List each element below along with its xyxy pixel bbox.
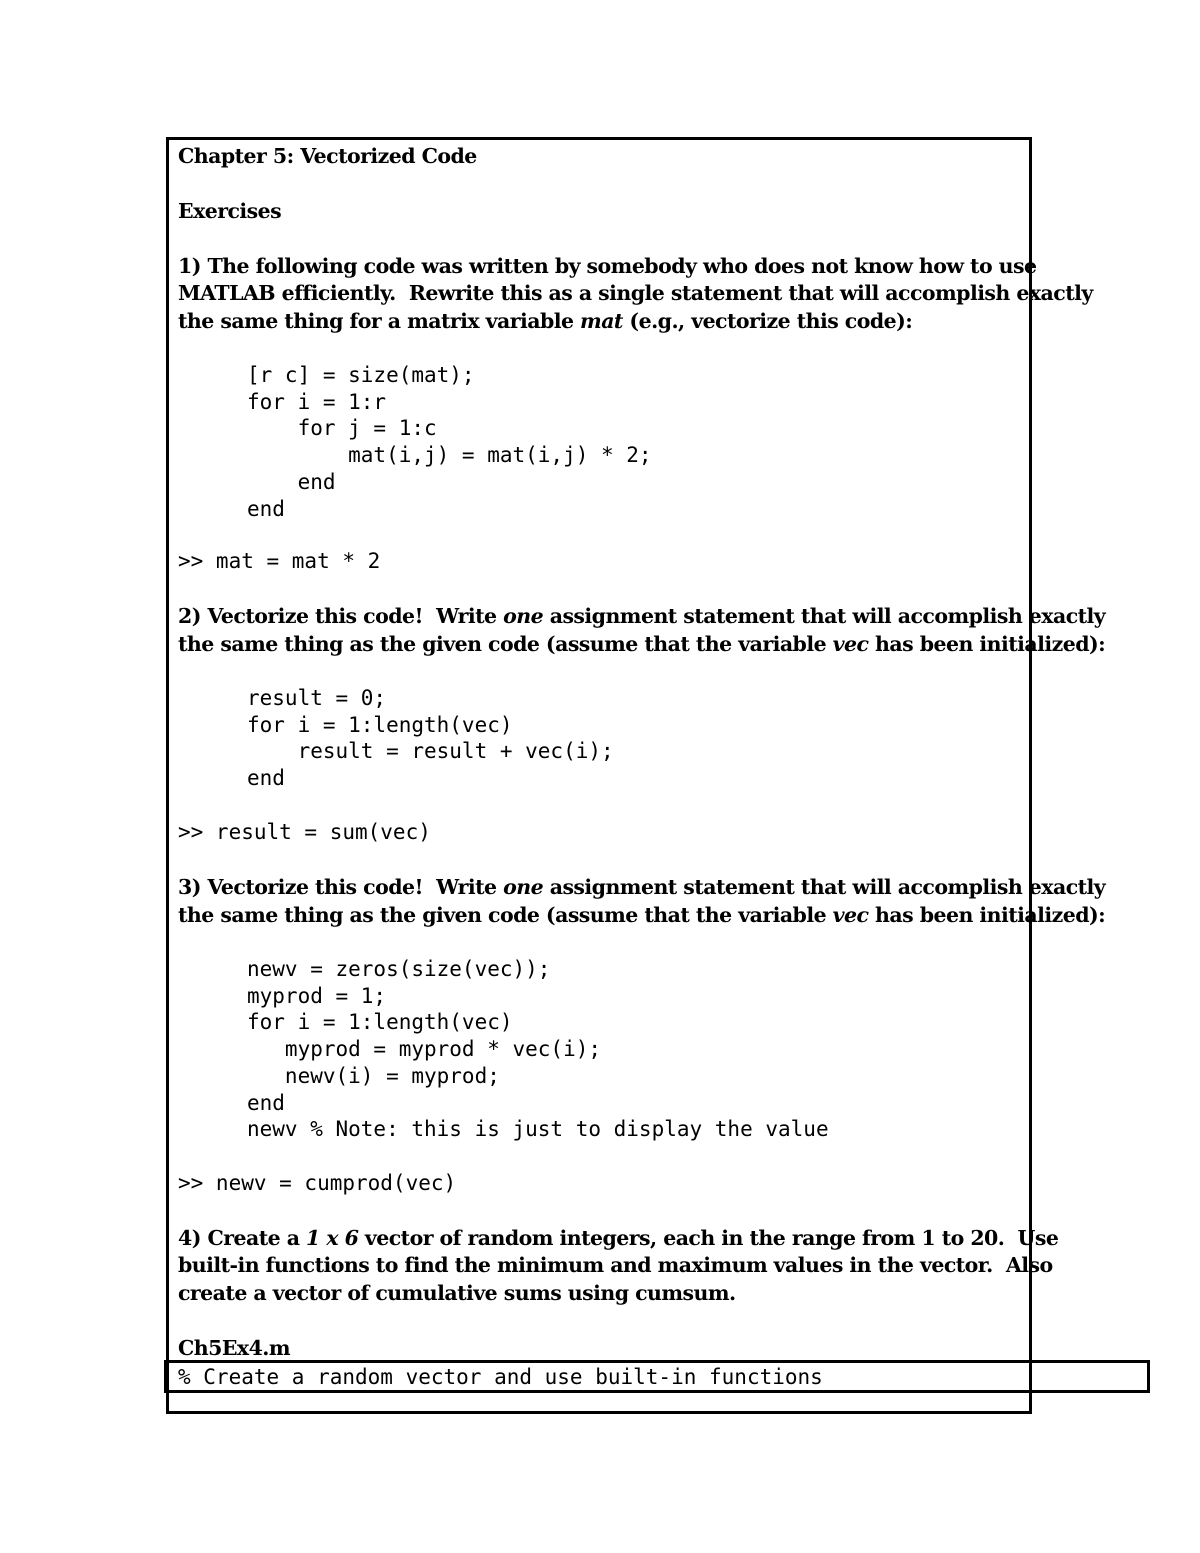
q2-answer: >> result = sum(vec) xyxy=(178,820,431,844)
q4-line-3: create a vector of cumulative sums using cumsum. xyxy=(178,1281,736,1305)
code-line: [r c] = size(mat); xyxy=(247,363,475,387)
code-line: newv = zeros(size(vec)); xyxy=(247,957,551,981)
q2-line-2: the same thing as the given code (assume that the variable vec has been initialized): xyxy=(178,632,1106,656)
q1-line-3: the same thing for a matrix variable mat (e.g., vectorize this code): xyxy=(178,309,913,333)
q2-code-block xyxy=(247,685,614,792)
q1-answer: >> mat = mat * 2 xyxy=(178,549,381,573)
code-line: for i = 1:length(vec) xyxy=(247,1010,513,1035)
code-line: for i = 1:r xyxy=(247,389,387,414)
code-line: myprod = myprod * vec(i); xyxy=(247,1037,602,1062)
code-line: end xyxy=(247,766,285,791)
code-line: result = result + vec(i); xyxy=(247,739,614,764)
code-line: result = 0; xyxy=(247,686,387,710)
code-line: end xyxy=(247,469,336,494)
q3-code-block xyxy=(247,956,829,1143)
q4-cumsum: cumsum xyxy=(635,1281,730,1305)
code-line: newv(i) = myprod; xyxy=(247,1063,500,1088)
exercises-heading: Exercises xyxy=(178,199,282,223)
q3-line-2: the same thing as the given code (assume that the variable vec has been initialized): xyxy=(178,903,1106,927)
code-line: for j = 1:c xyxy=(247,416,437,441)
filename-label: Ch5Ex4.m xyxy=(178,1336,291,1360)
q1-line-2: MATLAB efficiently. Rewrite this as a single statement that will accomplish exactly xyxy=(178,281,1093,305)
q3-line-1: 3) Vectorize this code! Write one assignment statement that will accomplish exactly xyxy=(178,875,1106,899)
q2-line-1: 2) Vectorize this code! Write one assignment statement that will accomplish exactly xyxy=(178,604,1106,628)
code-line: end xyxy=(247,496,285,521)
code-line: myprod = 1; xyxy=(247,983,387,1008)
code-line: newv % Note: this is just to display the value xyxy=(247,1117,829,1142)
q4-line-2: built-in functions to find the minimum and maximum values in the vector. Also xyxy=(178,1253,1053,1277)
q1-line-1: 1) The following code was written by somebody who does not know how to use xyxy=(178,254,1037,278)
q1-code-block xyxy=(247,362,652,522)
q4-line-1: 4) Create a 1 x 6 vector of random integers, each in the range from 1 to 20. Use xyxy=(178,1226,1059,1250)
code-line: for i = 1:length(vec) xyxy=(247,712,513,737)
file-comment-line: % Create a random vector and use built-in functions xyxy=(178,1365,823,1389)
code-line: mat(i,j) = mat(i,j) * 2; xyxy=(247,443,652,468)
q1-variable-mat: mat xyxy=(580,309,623,333)
q3-answer: >> newv = cumprod(vec) xyxy=(178,1171,457,1195)
chapter-title: Chapter 5: Vectorized Code xyxy=(178,144,477,168)
code-line: end xyxy=(247,1090,285,1115)
